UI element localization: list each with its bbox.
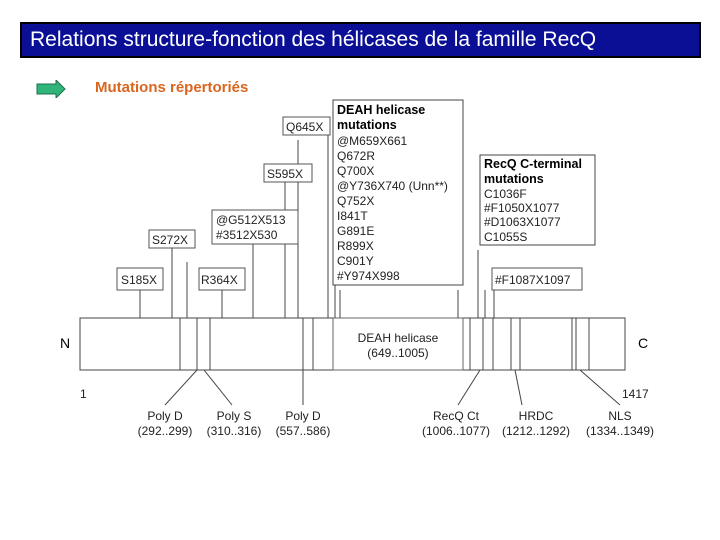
helicase-range: (649..1005) (367, 346, 429, 360)
mutation-s272x: S272X (152, 233, 189, 247)
deah-mut-10: #Y974X998 (337, 269, 400, 283)
domain-range-4: (1006..1077) (421, 424, 491, 438)
mutation-labels (117, 100, 595, 290)
domain-range-5: (1212..1292) (501, 424, 571, 438)
deah-mut-1: @M659X661 (337, 134, 408, 148)
deah-mut-6: I841T (337, 209, 368, 223)
mutation-f1087: #F1087X1097 (495, 273, 571, 287)
mutation-g512-1: @G512X513 (216, 213, 286, 227)
mutation-r364x: R364X (201, 273, 238, 287)
mutation-g512-2: #3512X530 (216, 228, 278, 242)
protein-bar (80, 318, 625, 370)
deah-mut-8: R899X (337, 239, 374, 253)
domain-labels (138, 409, 654, 438)
start-residue: 1 (80, 387, 87, 401)
domain-range-1: (292..299) (137, 424, 193, 438)
deah-box-title-1: DEAH helicase (337, 103, 426, 117)
domain-range-6: (1334..1349) (585, 424, 655, 438)
n-terminus: N (60, 335, 71, 351)
recq-box-title-2: mutations (484, 172, 544, 186)
domain-name-1: Poly D (147, 409, 183, 423)
helicase-name: DEAH helicase (357, 331, 439, 345)
recq-mut-3: #D1063X1077 (484, 215, 561, 229)
deah-mut-9: C901Y (337, 254, 374, 268)
recq-mut-2: #F1050X1077 (484, 201, 560, 215)
domain-range-2: (310..316) (206, 424, 262, 438)
deah-mut-2: Q672R (337, 149, 376, 163)
deah-box-title-2: mutations (337, 118, 397, 132)
mutation-s595x: S595X (267, 167, 304, 181)
deah-mut-5: Q752X (337, 194, 375, 208)
domain-name-2: Poly S (216, 409, 252, 423)
recq-mut-1: C1036F (484, 187, 527, 201)
domain-name-5: HRDC (518, 409, 554, 423)
subtitle: Mutations répertoriés (95, 79, 249, 96)
slide-title: Relations structure-fonction des hélicases de la famille RecQ (30, 28, 597, 51)
domain-name-4: RecQ Ct (432, 409, 480, 423)
recq-mut-4: C1055S (484, 230, 528, 244)
deah-mut-4: @Y736X740 (Unn**) (337, 179, 448, 193)
domain-range-3: (557..586) (275, 424, 331, 438)
deah-mut-3: Q700X (337, 164, 375, 178)
end-residue: 1417 (622, 387, 649, 401)
c-terminus: C (638, 335, 649, 351)
recq-box-title-1: RecQ C-terminal (484, 157, 582, 171)
mutation-s185x: S185X (121, 273, 158, 287)
domain-name-3: Poly D (285, 409, 321, 423)
domain-connectors (165, 370, 620, 405)
deah-mut-7: G891E (337, 224, 375, 238)
domain-name-6: NLS (608, 409, 632, 423)
mutation-q645x: Q645X (286, 120, 324, 134)
